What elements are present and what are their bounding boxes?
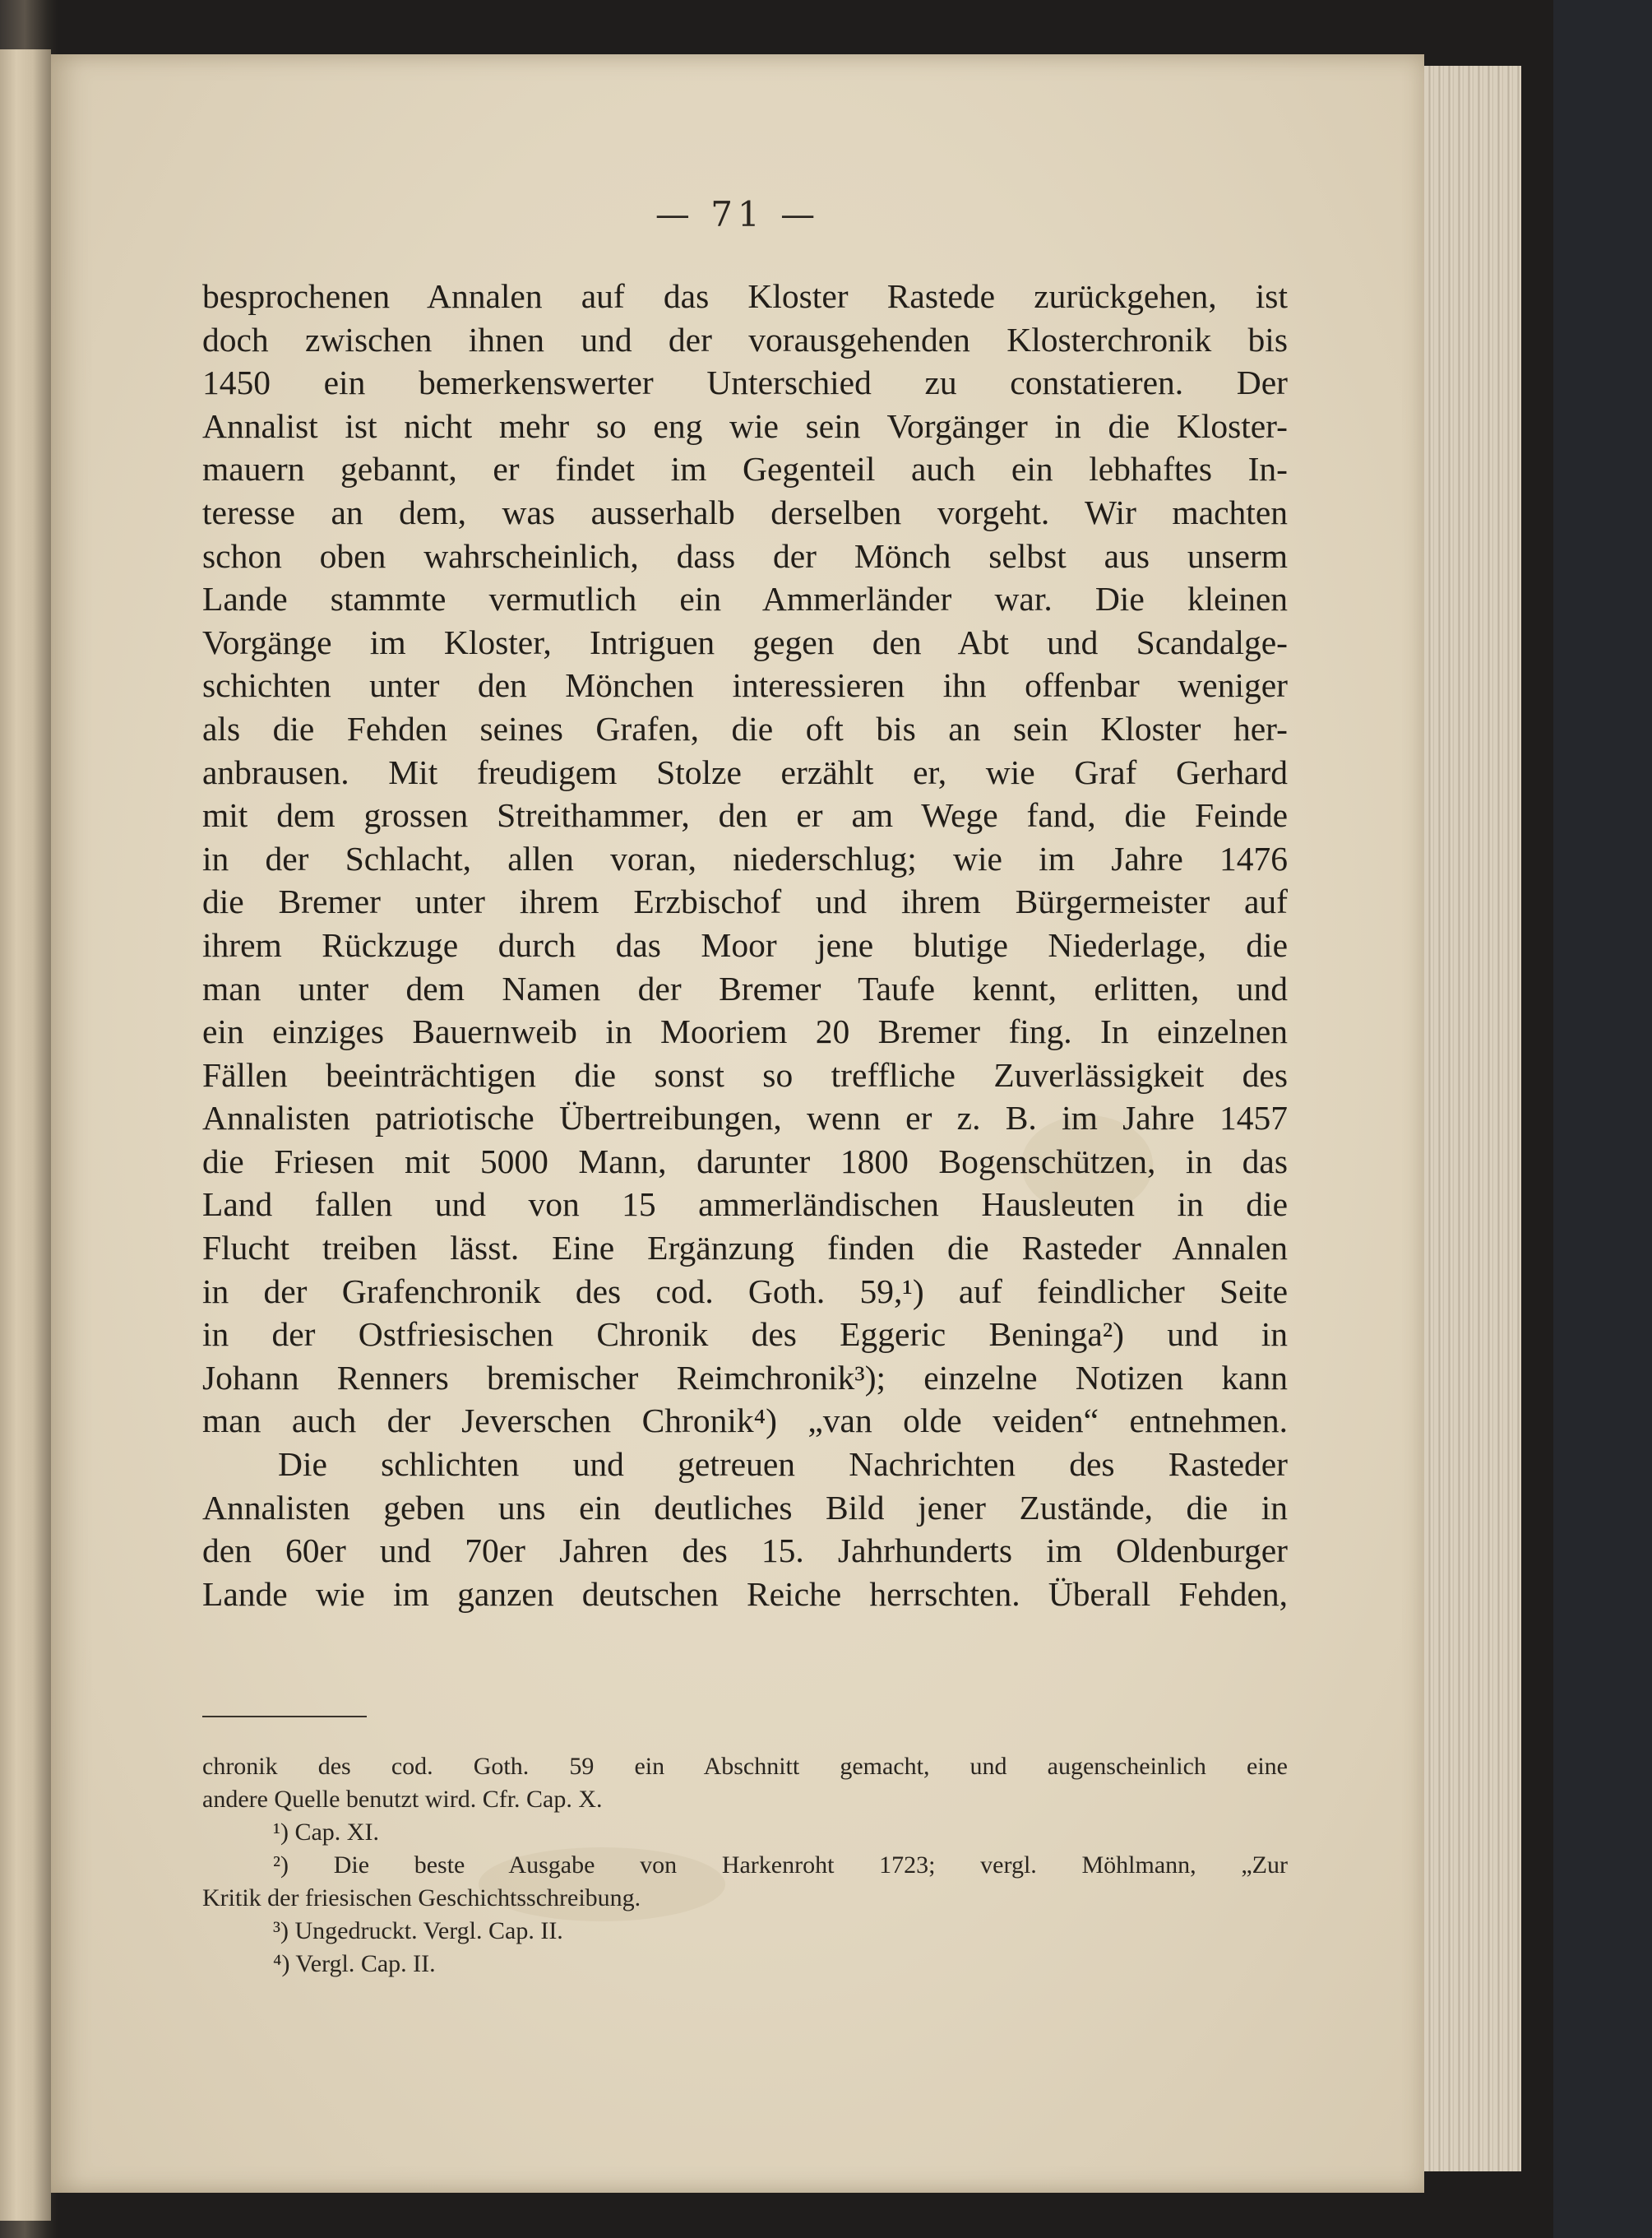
footnote-rule (202, 1716, 367, 1717)
page-stack-edges (1414, 66, 1521, 2171)
text-line: teresse an dem, was ausserhalb derselben vorgeht. Wir machten (202, 493, 1288, 531)
text-line: ein einziges Bauernweib in Mooriem 20 Bremer fing. In einzelnen (202, 1012, 1288, 1051)
text-line: die Bremer unter ihrem Erzbischof und ihrem Bürgermeister auf (202, 883, 1288, 921)
text-line: den 60er und 70er Jahren des 15. Jahrhunderts im Oldenburger (202, 1531, 1288, 1570)
text-line: Land fallen und von 15 ammerländischen Hausleuten in die (202, 1185, 1288, 1224)
text-line: schichten unter den Mönchen interessieren ihn offenbar weniger (202, 666, 1288, 705)
text-line: Johann Renners bremischer Reimchronik³); einzelne Notizen kann (202, 1358, 1288, 1397)
page-number: — 71 — (655, 194, 821, 234)
main-text (202, 275, 1288, 1615)
text-line: man auch der Jeverschen Chronik⁴) „van olde veiden“ entnehmen. (202, 1402, 1288, 1440)
text-line: in der Ostfriesischen Chronik des Eggeric Beninga²) und in (202, 1315, 1288, 1354)
text-line: mit dem grossen Streithammer, den er am Wege fand, die Feinde (202, 796, 1288, 835)
left-page-edge (0, 49, 51, 2221)
text-line: schon oben wahrscheinlich, dass der Mönch selbst aus unserm (202, 536, 1288, 575)
text-line: Flucht treiben lässt. Eine Ergänzung finden die Rasteder Annalen (202, 1229, 1288, 1267)
text-line: mauern gebannt, er findet im Gegenteil auch ein lebhaftes In- (202, 450, 1288, 489)
text-line: Fällen beeinträchtigen die sonst so treffliche Zuverlässigkeit des (202, 1055, 1288, 1094)
footnote-2-continuation: Kritik der friesischen Geschichtsschreibung. (202, 1884, 641, 1911)
text-line: Annalist ist nicht mehr so eng wie sein Vorgänger in die Kloster- (202, 406, 1288, 445)
footnote-continuation-line: chronik des cod. Goth. 59 ein Abschnitt gemacht, und augenscheinlich eine (202, 1753, 1288, 1780)
text-line: Lande stammte vermutlich ein Ammerländer war. Die kleinen (202, 580, 1288, 619)
footnotes (202, 1750, 1288, 1981)
text-line: in der Schlacht, allen voran, niederschlug; wie im Jahre 1476 (202, 839, 1288, 878)
footnote-continuation-line: andere Quelle benutzt wird. Cfr. Cap. X. (202, 1786, 603, 1813)
book-cover (1553, 0, 1652, 2238)
text-line: man unter dem Namen der Bremer Taufe kennt, erlitten, und (202, 969, 1288, 1008)
footnote-4: ⁴) Vergl. Cap. II. (273, 1950, 436, 1977)
text-line: ihrem Rückzuge durch das Moor jene blutige Niederlage, die (202, 925, 1288, 964)
paragraph-start-line: Die schlichten und getreuen Nachrichten des Rasteder (278, 1445, 1288, 1484)
book-page (51, 54, 1424, 2193)
text-line: besprochenen Annalen auf das Kloster Rastede zurückgehen, ist (202, 277, 1288, 315)
text-line: anbrausen. Mit freudigem Stolze erzählt er, wie Graf Gerhard (202, 753, 1288, 791)
text-line: in der Grafenchronik des cod. Goth. 59,¹) auf feindlicher Seite (202, 1272, 1288, 1310)
text-line: 1450 ein bemerkenswerter Unterschied zu constatieren. Der (202, 364, 1288, 402)
text-line: doch zwischen ihnen und der vorausgehenden Klosterchronik bis (202, 320, 1288, 359)
text-line: die Friesen mit 5000 Mann, darunter 1800 Bogenschützen, in das (202, 1142, 1288, 1180)
text-line: Annalisten patriotische Übertreibungen, wenn er z. B. im Jahre 1457 (202, 1099, 1288, 1138)
footnote-1: ¹) Cap. XI. (273, 1819, 379, 1846)
text-line: Lande wie im ganzen deutschen Reiche herrschten. Überall Fehden, (202, 1574, 1288, 1613)
text-line: Vorgänge im Kloster, Intriguen gegen den Abt und Scandalge- (202, 623, 1288, 661)
footnote-3: ³) Ungedruckt. Vergl. Cap. II. (273, 1917, 563, 1944)
text-line: Annalisten geben uns ein deutliches Bild jener Zustände, die in (202, 1488, 1288, 1527)
footnote-2: ²) Die beste Ausgabe von Harkenroht 1723; vergl. Möhlmann, „Zur (273, 1851, 1288, 1879)
text-line: als die Fehden seines Grafen, die oft bis an sein Kloster her- (202, 709, 1288, 748)
